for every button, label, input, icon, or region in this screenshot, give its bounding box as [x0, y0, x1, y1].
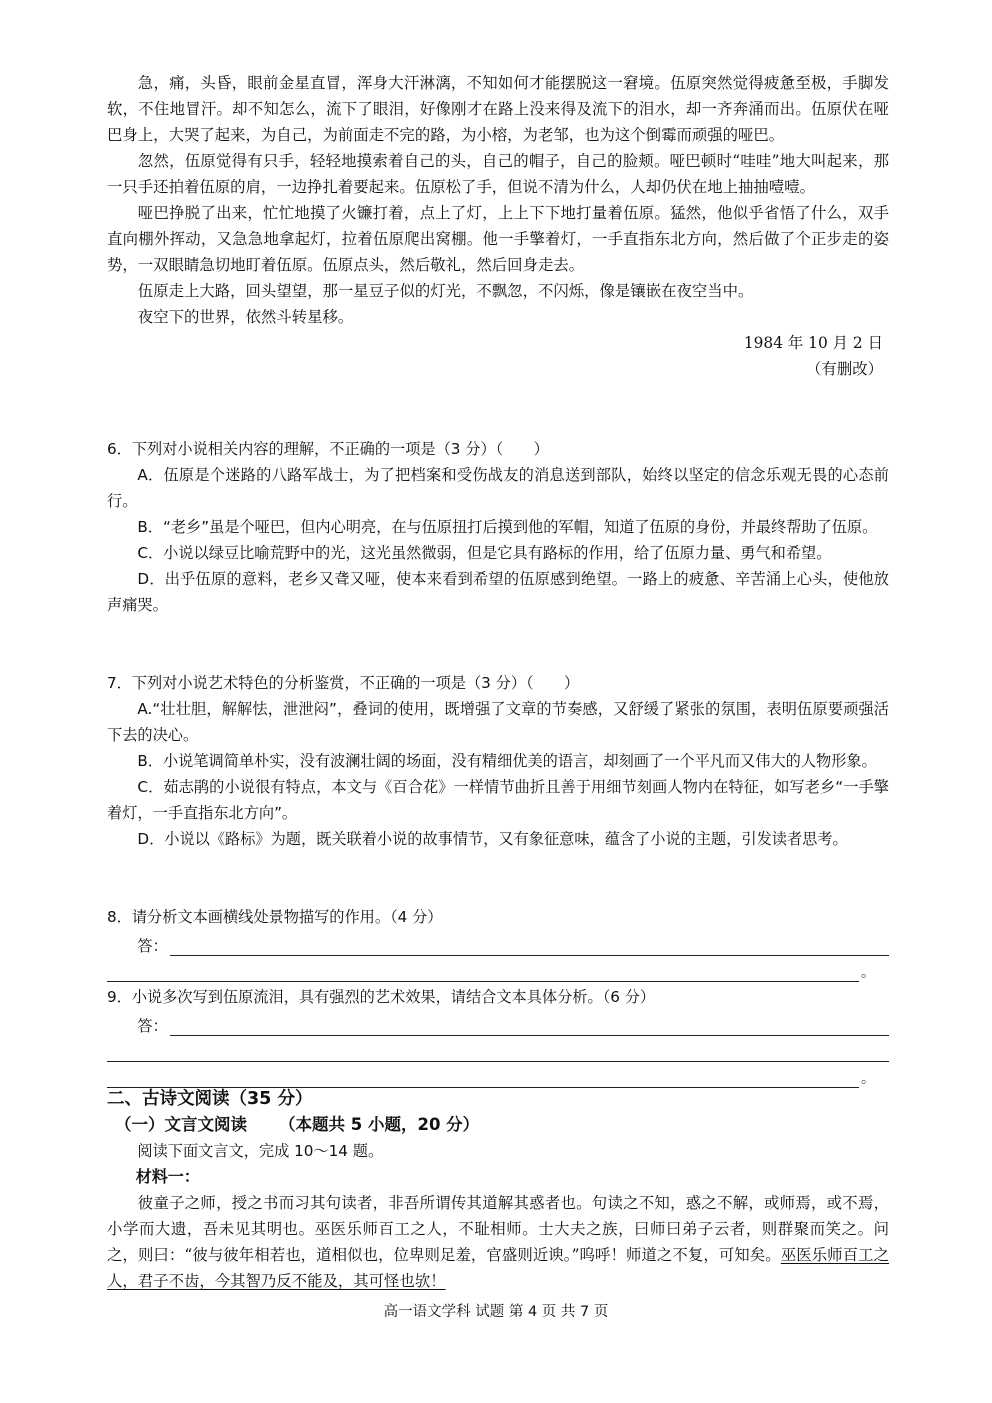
question-9-answer-label: 答： — [137, 1017, 168, 1035]
story-excerpt — [107, 70, 889, 382]
section-2-subnote: （本题共 5 小题，20 分） — [279, 1115, 480, 1134]
question-8-answer-row[interactable] — [107, 930, 889, 956]
question-9-answer-row-2[interactable] — [107, 1036, 889, 1062]
question-7 — [107, 670, 889, 852]
section-2-instruction: 阅读下面文言文，完成 10～14 题。 — [137, 1142, 384, 1160]
question-8-answer-row-2[interactable] — [107, 956, 889, 982]
question-7-option-c[interactable]: C．茹志鹃的小说很有特点，本文与《百合花》一样情节曲折且善于用细节刻画人物内在特征，如写老乡“一手擎着灯，一手直指东北方向”。 — [107, 778, 889, 822]
question-9-answer-row-3[interactable] — [107, 1062, 889, 1088]
question-7-option-d[interactable]: D．小说以《路标》为题，既关联着小说的故事情节，又有象征意味，蕴含了小说的主题，引发读者思考。 — [137, 830, 848, 848]
section-2-title: 二、古诗文阅读（35 分） — [107, 1089, 313, 1109]
material-1-label: 材料一： — [135, 1167, 200, 1186]
section-2-subtitle: （一）文言文阅读 — [115, 1115, 247, 1134]
material-1-text — [107, 1190, 889, 1294]
question-8 — [107, 904, 889, 982]
story-paragraph-4: 伍原走上大路，回头望望，那一星豆子似的灯光，不飘忽，不闪烁，像是镶嵌在夜空当中。 — [137, 282, 754, 300]
question-8-stem: 8．请分析文本画横线处景物描写的作用。（4 分） — [107, 908, 443, 926]
question-9-answer-row[interactable] — [107, 1010, 889, 1036]
question-7-option-b[interactable]: B．小说笔调简单朴实，没有波澜壮阔的场面，没有精细优美的语言，却刻画了一个平凡而又伟大的人物形象。 — [137, 752, 877, 770]
question-6-stem: 6．下列对小说相关内容的理解，不正确的一项是（3 分）（ ） — [107, 440, 549, 458]
story-note: （有删改） — [806, 360, 883, 378]
question-8-answer-label: 答： — [137, 937, 168, 955]
question-9-answer-line-1[interactable] — [170, 1017, 889, 1036]
question-8-answer-line-2[interactable] — [107, 963, 859, 982]
story-paragraph-1: 急，痛，头昏，眼前金星直冒，浑身大汗淋漓，不知如何才能摆脱这一窘境。伍原突然觉得疲惫至极，手脚发软，不住地冒汗。却不知怎么，流下了眼泪，好像刚才在路上没来得及流下的泪水，却一齐奔涌而出。伍原伏在哑巴身上，大哭了起来，为自己，为前面走不完的路，为小榕，为老邹，也为这个倒霉而顽强的哑巴。 — [107, 74, 889, 144]
section-2-subtitle-row — [115, 1112, 889, 1138]
question-8-end-mark: 。 — [861, 965, 875, 981]
story-paragraph-2: 忽然，伍原觉得有只手，轻轻地摸索着自己的头，自己的帽子，自己的脸颊。哑巴顿时“哇哇”地大叫起来，那一只手还拍着伍原的肩，一边挣扎着要起来。伍原松了手，但说不清为什么，人却仍伏在地上抽抽噎噎。 — [107, 152, 889, 196]
question-6-option-a[interactable]: A．伍原是个迷路的八路军战士，为了把档案和受伤战友的消息送到部队，始终以坚定的信念乐观无畏的心态前行。 — [107, 466, 889, 510]
question-6 — [107, 436, 889, 618]
question-9-stem: 9．小说多次写到伍原流泪，具有强烈的艺术效果，请结合文本具体分析。（6 分） — [107, 988, 656, 1006]
story-paragraph-3: 哑巴挣脱了出来，忙忙地摸了火镰打着，点上了灯，上上下下地打量着伍原。猛然，他似乎省悟了什么，双手直向棚外挥动，又急急地拿起灯，拉着伍原爬出窝棚。他一手擎着灯，一手直指东北方向，然后做了个正步走的姿势，一双眼睛急切地盯着伍原。伍原点头，然后敬礼，然后回身走去。 — [107, 204, 889, 274]
question-9-answer-line-2[interactable] — [107, 1043, 889, 1062]
section-2 — [107, 1086, 889, 1294]
story-date: 1984 年 10 月 2 日 — [743, 334, 883, 352]
material-1-underlined: 巫医乐师百工之人，君子不齿，今其智乃反不能及，其可怪也欤！ — [107, 1246, 889, 1290]
question-6-option-d[interactable]: D．出乎伍原的意料，老乡又聋又哑，使本来看到希望的伍原感到绝望。一路上的疲惫、辛苦涌上心头，使他放声痛哭。 — [107, 570, 889, 614]
story-paragraph-5: 夜空下的世界，依然斗转星移。 — [137, 308, 354, 326]
question-9 — [107, 984, 889, 1088]
question-6-option-c[interactable]: C．小说以绿豆比喻荒野中的光，这光虽然微弱，但是它具有路标的作用，给了伍原力量、勇气和希望。 — [137, 544, 832, 562]
page-footer: 高一语文学科 试题 第 4 页 共 7 页 — [383, 1304, 609, 1320]
material-1-body: 彼童子之师，授之书而习其句读者，非吾所谓传其道解其惑者也。句读之不知，惑之不解，或师焉，或不焉，小学而大遗，吾未见其明也。巫医乐师百工之人，不耻相师。士大夫之族，曰师曰弟子云者，则群聚而笑之。问之，则曰：“彼与彼年相若也，道相似也，位卑则足羞，官盛则近谀。”呜呼！师道之不复，可知矣。 — [107, 1194, 889, 1264]
question-7-option-a[interactable]: A.“壮壮胆，解解怯，泄泄闷”，叠词的使用，既增强了文章的节奏感，又舒缓了紧张的氛围，表明伍原要顽强活下去的决心。 — [107, 700, 889, 744]
question-8-answer-line-1[interactable] — [170, 937, 889, 956]
question-7-stem: 7．下列对小说艺术特色的分析鉴赏，不正确的一项是（3 分）（ ） — [107, 674, 580, 692]
question-6-option-b[interactable]: B．“老乡”虽是个哑巴，但内心明亮，在与伍原扭打后摸到他的军帽，知道了伍原的身份，并最终帮助了伍原。 — [137, 518, 878, 536]
question-9-end-mark: 。 — [861, 1071, 875, 1087]
